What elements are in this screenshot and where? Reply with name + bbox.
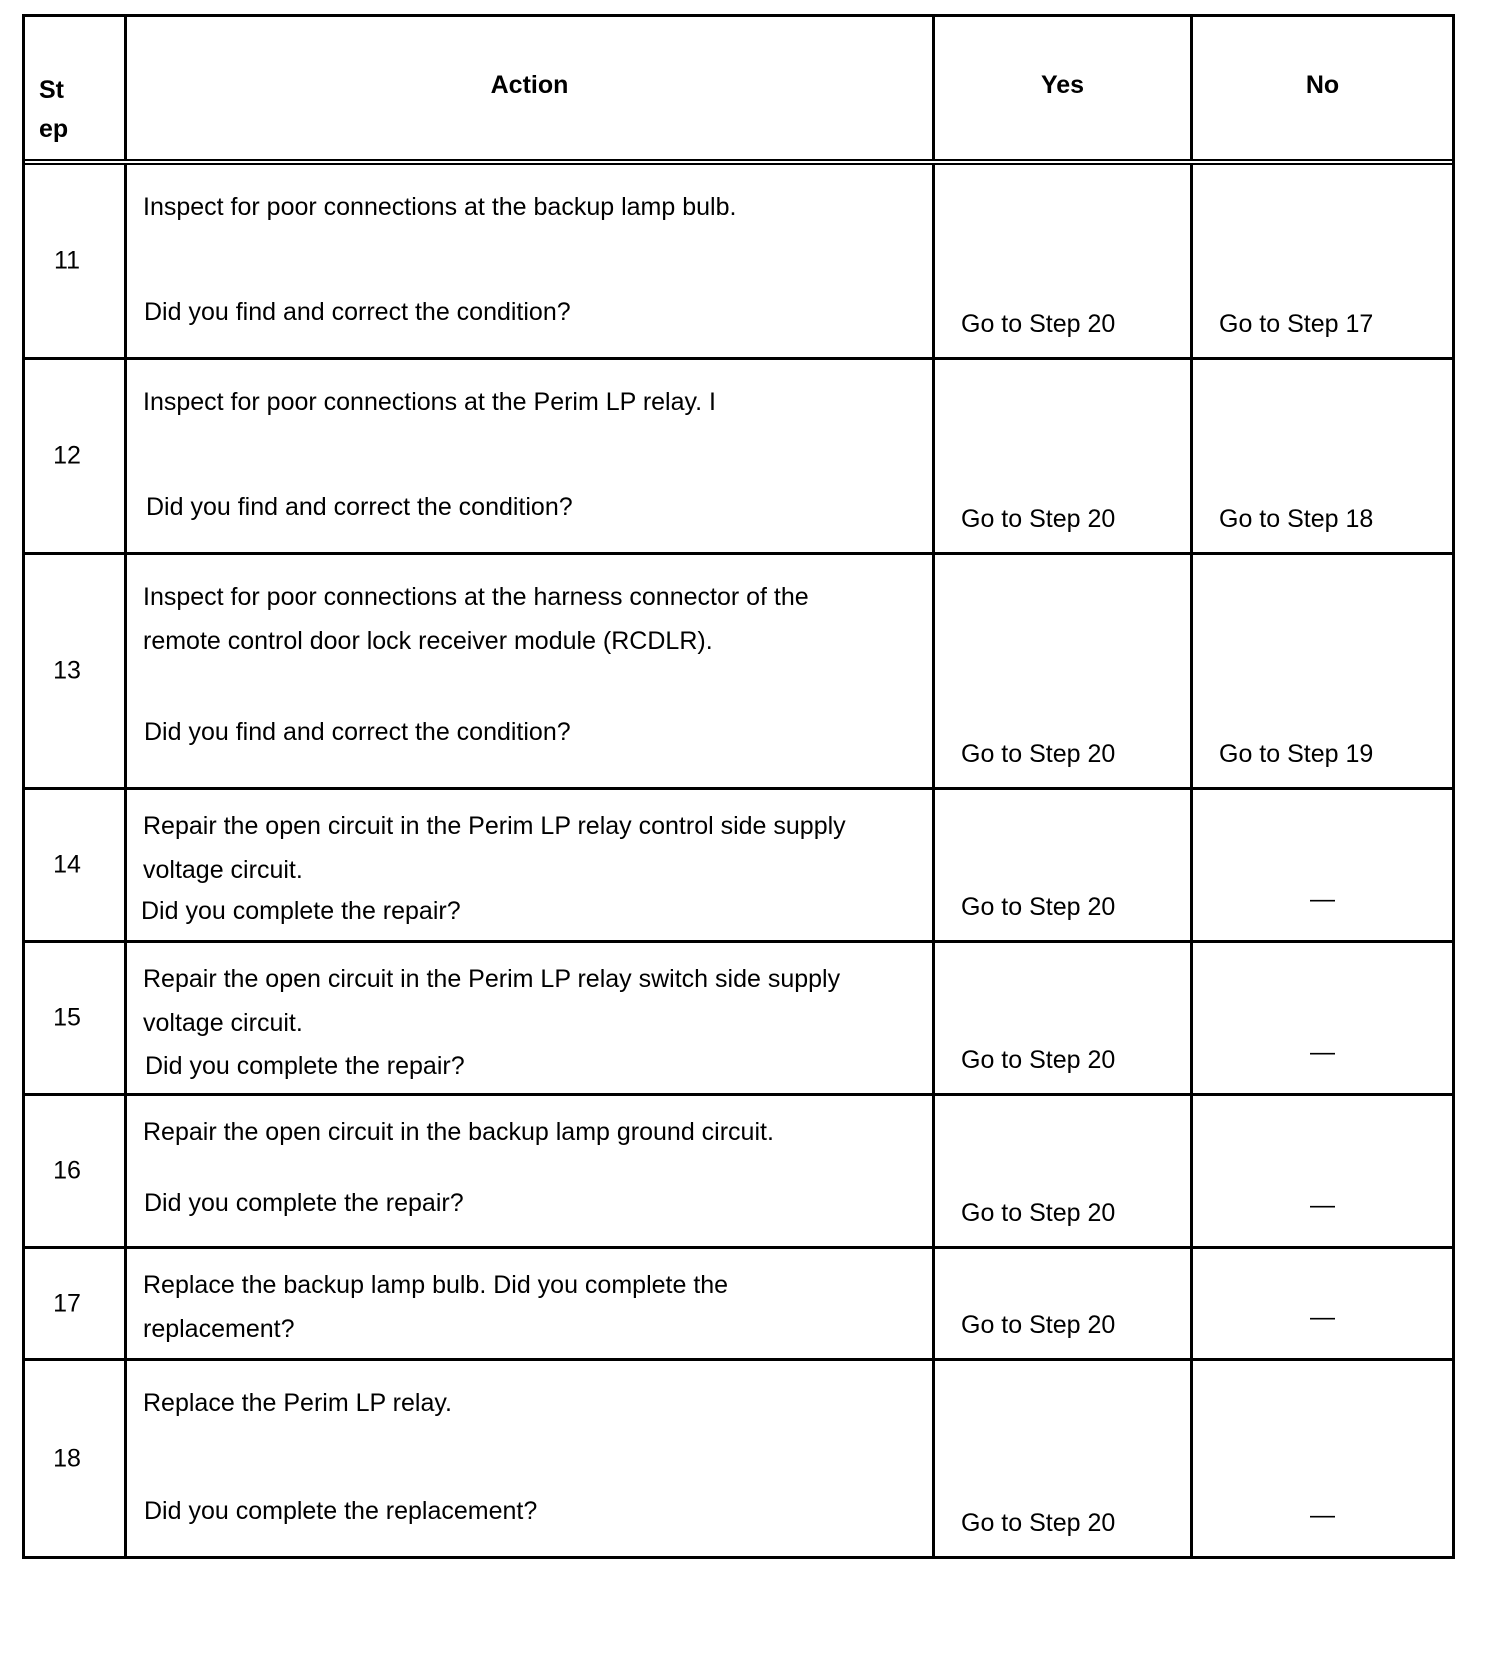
no-cell (1193, 165, 1452, 357)
step-number: 11 (54, 246, 80, 275)
action-question: Did you complete the repair? (145, 1052, 465, 1080)
action-text: Repair the open circuit in the Perim LP relay switch side supply voltage circuit. (143, 965, 841, 1037)
header-yes: Yes (1040, 71, 1085, 99)
table-row (25, 1361, 1452, 1556)
action-text: Inspect for poor connections at the Perim LP relay. I (143, 388, 716, 416)
action-cell (127, 555, 935, 787)
table-row (25, 360, 1452, 555)
action-cell (127, 1096, 935, 1246)
yes-result: Go to Step 20 (961, 505, 1116, 533)
step-cell (25, 1361, 127, 1556)
header-step-line1: St (39, 76, 64, 104)
header-no-cell (1193, 17, 1452, 159)
yes-result: Go to Step 20 (961, 1311, 1116, 1339)
step-number: 18 (53, 1444, 81, 1472)
no-result: Go to Step 17 (1219, 310, 1374, 338)
step-number: 13 (53, 656, 81, 685)
table-row (25, 943, 1452, 1096)
table-row (25, 1249, 1452, 1361)
header-no: No (1305, 71, 1340, 99)
yes-cell (935, 943, 1193, 1093)
no-cell (1193, 1361, 1452, 1556)
step-cell (25, 555, 127, 787)
no-cell (1193, 360, 1452, 552)
no-result: Go to Step 18 (1219, 505, 1374, 533)
table-row (25, 790, 1452, 943)
action-question: Did you complete the replacement? (144, 1497, 538, 1525)
step-cell (25, 1249, 127, 1358)
no-cell (1193, 943, 1452, 1093)
action-cell (127, 165, 935, 357)
action-cell (127, 1249, 935, 1358)
yes-cell (935, 1096, 1193, 1246)
step-cell (25, 1096, 127, 1246)
diagnostic-table (22, 14, 1455, 1559)
no-result: — (1310, 1501, 1335, 1529)
step-number: 16 (53, 1156, 81, 1185)
yes-result: Go to Step 20 (961, 1046, 1116, 1074)
no-result: Go to Step 19 (1219, 740, 1374, 768)
yes-cell (935, 165, 1193, 357)
header-action: Action (490, 71, 569, 99)
step-cell (25, 360, 127, 552)
step-cell (25, 790, 127, 940)
action-question: Did you complete the repair? (144, 1189, 464, 1217)
no-result: — (1310, 1303, 1335, 1331)
action-cell (127, 790, 935, 940)
action-text: Repair the open circuit in the Perim LP relay control side supply voltage circuit. (143, 812, 846, 884)
action-question: Did you find and correct the condition? (144, 718, 571, 746)
yes-cell (935, 1361, 1193, 1556)
step-number: 14 (53, 850, 81, 879)
yes-cell (935, 360, 1193, 552)
yes-result: Go to Step 20 (961, 310, 1116, 338)
header-step-line2: ep (39, 115, 69, 143)
table-header-row (25, 17, 1452, 165)
action-text: Replace the backup lamp bulb. Did you complete the replacement? (143, 1271, 729, 1343)
action-text: Repair the open circuit in the backup lamp ground circuit. (143, 1118, 774, 1146)
yes-cell (935, 1249, 1193, 1358)
yes-cell (935, 790, 1193, 940)
step-cell (25, 165, 127, 357)
table-row (25, 165, 1452, 360)
action-cell (127, 360, 935, 552)
table-row (25, 1096, 1452, 1249)
header-action-cell (127, 17, 935, 159)
action-text: Inspect for poor connections at the backup lamp bulb. (143, 193, 737, 221)
action-cell (127, 1361, 935, 1556)
no-cell (1193, 1249, 1452, 1358)
yes-result: Go to Step 20 (961, 740, 1116, 768)
step-number: 17 (53, 1289, 81, 1317)
no-result: — (1310, 885, 1335, 913)
header-step-cell (25, 17, 127, 159)
header-step (39, 71, 79, 149)
action-text: Inspect for poor connections at the harness connector of the remote control door lock receiver module (RCDLR). (143, 583, 809, 655)
action-question: Did you complete the repair? (141, 897, 461, 925)
step-cell (25, 943, 127, 1093)
action-question: Did you find and correct the condition? (146, 493, 573, 521)
yes-result: Go to Step 20 (961, 1199, 1116, 1227)
yes-cell (935, 555, 1193, 787)
no-cell (1193, 555, 1452, 787)
no-cell (1193, 1096, 1452, 1246)
action-text: Replace the Perim LP relay. (143, 1389, 452, 1417)
no-result: — (1310, 1191, 1335, 1219)
no-result: — (1310, 1038, 1335, 1066)
step-number: 12 (53, 441, 81, 470)
action-cell (127, 943, 935, 1093)
table-row (25, 555, 1452, 790)
no-cell (1193, 790, 1452, 940)
step-number: 15 (53, 1003, 81, 1032)
yes-result: Go to Step 20 (961, 893, 1116, 921)
yes-result: Go to Step 20 (961, 1509, 1116, 1537)
action-question: Did you find and correct the condition? (144, 298, 571, 326)
header-yes-cell (935, 17, 1193, 159)
